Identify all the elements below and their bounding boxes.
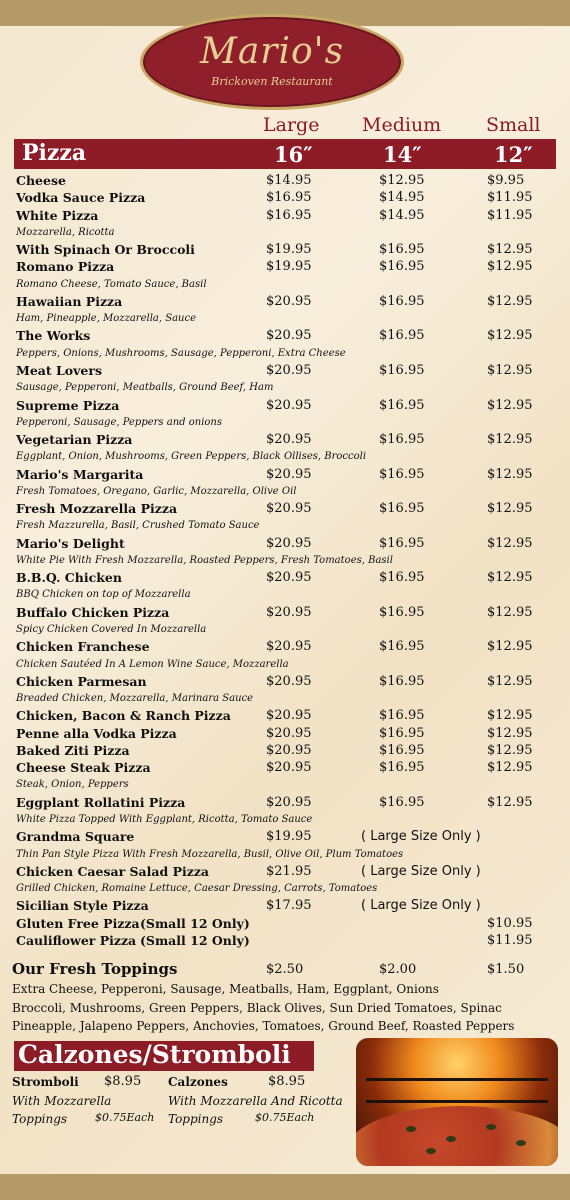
price-large: $20.95 — [266, 794, 312, 810]
price-large: $20.95 — [266, 760, 312, 776]
price-medium: $16.95 — [379, 570, 425, 586]
toppings-line: Extra Cheese, Pepperoni, Sausage, Meatballs, Ham, Eggplant, Onions — [12, 982, 439, 996]
price-medium: $16.95 — [379, 362, 425, 378]
price-small: $12.95 — [487, 708, 533, 724]
menu-item-description — [0, 553, 570, 571]
item-description: Pepperoni, Sausage, Peppers and onions — [16, 416, 222, 428]
toppings-title: Our Fresh Toppings — [12, 960, 178, 978]
menu-item — [0, 432, 570, 450]
menu-item — [0, 536, 570, 554]
item-description: White Pie With Fresh Mozzarella, Roasted Peppers, Fresh Tomatoes, Basil — [16, 554, 393, 566]
item-name: Grandma Square — [16, 829, 135, 845]
topping-dot — [426, 1148, 436, 1154]
menu-item — [0, 328, 570, 346]
menu-item-description — [0, 346, 570, 364]
price-small: $12.95 — [487, 794, 533, 810]
price-medium: $16.95 — [379, 242, 425, 258]
topping-dot — [406, 1126, 416, 1132]
price-medium: $16.95 — [379, 432, 425, 448]
item-description: Breaded Chicken, Mozzarella, Marinara Sauce — [16, 693, 254, 705]
item-name: Chicken, Bacon & Ranch Pizza — [16, 708, 231, 724]
price-large: $20.95 — [266, 397, 312, 413]
menu-item — [0, 674, 570, 692]
price-small: $11.95 — [487, 932, 533, 948]
item-name: Mario's Margarita — [16, 466, 144, 482]
menu-item-description — [0, 847, 570, 865]
topping-dot — [486, 1124, 496, 1130]
item-name: Chicken Franchese — [16, 639, 150, 655]
pizza-section-title: Pizza — [22, 140, 87, 166]
item-name: Chicken Caesar Salad Pizza — [16, 863, 210, 879]
menu-item — [0, 864, 570, 882]
menu-item — [0, 259, 570, 277]
price-small: $9.95 — [487, 173, 525, 188]
price-large: $20.95 — [266, 293, 312, 309]
price-small: $12.95 — [487, 535, 533, 551]
menu-item-description — [0, 622, 570, 640]
item-description: Mozzarella, Ricotta — [16, 226, 115, 238]
price-small: $12.95 — [487, 432, 533, 448]
item-name: Mario's Delight — [16, 535, 125, 551]
calzone-toppings-label: Toppings — [168, 1112, 224, 1126]
menu-item — [0, 242, 570, 260]
menu-item-description — [0, 311, 570, 329]
menu-item — [0, 916, 570, 934]
price-small: $12.95 — [487, 362, 533, 378]
item-name: Buffalo Chicken Pizza — [16, 604, 170, 620]
menu-item — [0, 829, 570, 847]
price-large: $20.95 — [266, 501, 312, 517]
bottom-band — [0, 1174, 570, 1200]
item-name: Penne alla Vodka Pizza — [16, 725, 177, 741]
item-name: Hawaiian Pizza — [16, 293, 123, 309]
price-large: $21.95 — [266, 863, 312, 879]
price-medium: $12.95 — [379, 173, 425, 188]
menu-item-description — [0, 484, 570, 502]
price-medium: $16.95 — [379, 639, 425, 655]
menu-item — [0, 898, 570, 916]
toppings-line: Pineapple, Jalapeno Peppers, Anchovies, Tomatoes, Ground Beef, Roasted Peppers — [12, 1019, 515, 1033]
price-small: $12.95 — [487, 328, 533, 344]
item-description: Ham, Pineapple, Mozzarella, Sauce — [16, 313, 196, 325]
toppings-price-small: $1.50 — [487, 962, 525, 977]
toppings-line: Broccoli, Mushrooms, Green Peppers, Black Olives, Sun Dried Tomatoes, Spinac — [12, 1001, 502, 1015]
item-name: The Works — [16, 328, 91, 344]
price-small: $10.95 — [487, 915, 533, 931]
price-large: $16.95 — [266, 207, 312, 223]
price-medium: $16.95 — [379, 604, 425, 620]
price-medium: $16.95 — [379, 708, 425, 724]
menu-item — [0, 294, 570, 312]
item-size-qualifier: (Small 12 Only) — [140, 932, 250, 948]
item-description: BBQ Chicken on top of Mozzarella — [16, 589, 191, 601]
menu-item-description — [0, 881, 570, 899]
menu-item — [0, 760, 570, 778]
pizza-image — [356, 1106, 558, 1166]
price-large: $20.95 — [266, 570, 312, 586]
menu-item — [0, 190, 570, 208]
price-large: $20.95 — [266, 362, 312, 378]
price-large: $20.95 — [266, 432, 312, 448]
price-large: $19.95 — [266, 242, 312, 258]
menu-item — [0, 726, 570, 744]
stromboli-name: Stromboli — [12, 1075, 79, 1089]
column-medium: Medium — [362, 114, 442, 136]
item-description: Chicken Sautéed In A Lemon Wine Sauce, Mozzarella — [16, 658, 289, 670]
stromboli-desc: With Mozzarella — [12, 1094, 112, 1108]
item-name: Cheese Steak Pizza — [16, 760, 151, 776]
price-large: $20.95 — [266, 639, 312, 655]
oven-grate — [366, 1078, 548, 1081]
price-small: $11.95 — [487, 207, 533, 223]
stromboli-price: $8.95 — [104, 1074, 142, 1089]
price-medium: $16.95 — [379, 501, 425, 517]
calzone-toppings-price: $0.75Each — [255, 1111, 315, 1124]
size-restriction-note: ( Large Size Only ) — [361, 829, 481, 845]
menu-item-description — [0, 587, 570, 605]
stromboli-toppings-price: $0.75Each — [95, 1111, 155, 1124]
item-description: Thin Pan Style Pizza With Fresh Mozzarella, Busil, Olive Oil, Plum Tomatoes — [16, 848, 404, 860]
menu-item — [0, 933, 570, 951]
item-name: Romano Pizza — [16, 259, 115, 275]
item-name: Meat Lovers — [16, 362, 102, 378]
price-small: $12.95 — [487, 604, 533, 620]
size-restriction-note: ( Large Size Only ) — [361, 898, 481, 914]
menu-item — [0, 467, 570, 485]
menu-item-description — [0, 518, 570, 536]
item-name: Baked Ziti Pizza — [16, 742, 130, 758]
item-description: Eggplant, Onion, Mushrooms, Green Peppers, Black Ollises, Broccoli — [16, 451, 367, 463]
item-description: Grilled Chicken, Romaine Lettuce, Caesar Dressing, Carrots, Tomatoes — [16, 883, 378, 895]
toppings-price-medium: $2.00 — [379, 962, 417, 977]
logo-name: Mario's — [199, 31, 345, 72]
item-description: Sausage, Pepperoni, Meatballs, Ground Beef, Ham — [16, 382, 274, 394]
menu-item — [0, 639, 570, 657]
menu-item-description — [0, 380, 570, 398]
item-description: Romano Cheese, Tomato Sauce, Basil — [16, 278, 207, 290]
menu-item-description — [0, 225, 570, 243]
menu-item — [0, 708, 570, 726]
menu-item-description — [0, 777, 570, 795]
price-large: $17.95 — [266, 898, 312, 914]
price-small: $12.95 — [487, 397, 533, 413]
price-large: $20.95 — [266, 725, 312, 741]
item-description: Fresh Tomatoes, Oregano, Garlic, Mozzarella, Olive Oil — [16, 485, 297, 497]
price-medium: $16.95 — [379, 535, 425, 551]
item-description: White Pizza Topped With Eggplant, Ricotta, Tomato Sauce — [16, 813, 313, 825]
size-small: 12″ — [494, 142, 533, 167]
column-large: Large — [263, 114, 320, 136]
calzones-header-bar — [14, 1041, 314, 1071]
price-large: $20.95 — [266, 466, 312, 482]
price-large: $16.95 — [266, 190, 312, 206]
price-small: $12.95 — [487, 466, 533, 482]
pizza-header-bar — [14, 139, 556, 169]
price-medium: $14.95 — [379, 190, 425, 206]
menu-item-description — [0, 691, 570, 709]
price-medium: $16.95 — [379, 742, 425, 758]
menu-item-description — [0, 277, 570, 295]
menu-item — [0, 743, 570, 761]
price-small: $12.95 — [487, 673, 533, 689]
item-name: Vegetarian Pizza — [16, 432, 133, 448]
item-name: Chicken Parmesan — [16, 673, 147, 689]
price-small: $12.95 — [487, 639, 533, 655]
item-size-qualifier: (Small 12 Only) — [140, 915, 250, 931]
menu-item — [0, 605, 570, 623]
price-small: $12.95 — [487, 725, 533, 741]
price-medium: $16.95 — [379, 259, 425, 275]
item-name: Supreme Pizza — [16, 397, 120, 413]
item-name: Cauliflower Pizza — [16, 932, 137, 948]
stromboli-toppings-label: Toppings — [12, 1112, 68, 1126]
menu-item-description — [0, 449, 570, 467]
item-description: Steak, Onion, Peppers — [16, 779, 129, 791]
menu-item — [0, 501, 570, 519]
menu-item — [0, 398, 570, 416]
price-small: $12.95 — [487, 242, 533, 258]
price-small: $12.95 — [487, 501, 533, 517]
price-small: $12.95 — [487, 293, 533, 309]
price-small: $12.95 — [487, 259, 533, 275]
item-description: Peppers, Onions, Mushrooms, Sausage, Pepperoni, Extra Cheese — [16, 347, 346, 359]
menu-item — [0, 363, 570, 381]
item-name: Cheese — [16, 173, 66, 188]
price-small: $12.95 — [487, 570, 533, 586]
toppings-price-large: $2.50 — [266, 962, 304, 977]
oven-grate — [366, 1100, 548, 1103]
price-medium: $16.95 — [379, 466, 425, 482]
item-name: Eggplant Rollatini Pizza — [16, 794, 186, 810]
topping-dot — [446, 1136, 456, 1142]
calzones-section-title: Calzones/Stromboli — [18, 1040, 291, 1069]
price-medium: $16.95 — [379, 328, 425, 344]
menu-item — [0, 208, 570, 226]
menu-item — [0, 173, 570, 191]
price-large: $20.95 — [266, 673, 312, 689]
price-medium: $16.95 — [379, 725, 425, 741]
price-medium: $16.95 — [379, 293, 425, 309]
item-description: Spicy Chicken Covered In Mozzarella — [16, 624, 207, 636]
brick-oven-pizza-photo — [356, 1038, 558, 1166]
price-large: $19.95 — [266, 829, 312, 845]
price-large: $19.95 — [266, 259, 312, 275]
price-large: $20.95 — [266, 708, 312, 724]
price-large: $20.95 — [266, 328, 312, 344]
logo — [140, 14, 404, 110]
size-large: 16″ — [274, 142, 313, 167]
price-small: $12.95 — [487, 760, 533, 776]
price-large: $20.95 — [266, 604, 312, 620]
price-medium: $16.95 — [379, 673, 425, 689]
item-name: With Spinach Or Broccoli — [16, 242, 195, 258]
price-large: $14.95 — [266, 173, 312, 188]
price-medium: $14.95 — [379, 207, 425, 223]
item-description: Fresh Mazzurella, Basil, Crushed Tomato Sauce — [16, 520, 260, 532]
menu-item — [0, 570, 570, 588]
price-medium: $16.95 — [379, 794, 425, 810]
calzone-desc: With Mozzarella And Ricotta — [168, 1094, 343, 1108]
menu-item-description — [0, 657, 570, 675]
logo-subtitle: Brickoven Restaurant — [211, 75, 333, 88]
menu-item — [0, 795, 570, 813]
item-name: White Pizza — [16, 207, 99, 223]
item-name: Sicilian Style Pizza — [16, 898, 149, 914]
item-name: B.B.Q. Chicken — [16, 570, 122, 586]
menu-item-description — [0, 812, 570, 830]
menu-item-description — [0, 415, 570, 433]
item-name: Gluten Free Pizza — [16, 915, 140, 931]
price-small: $12.95 — [487, 742, 533, 758]
item-name: Vodka Sauce Pizza — [16, 190, 146, 206]
item-name: Fresh Mozzarella Pizza — [16, 501, 178, 517]
price-small: $11.95 — [487, 190, 533, 206]
price-large: $20.95 — [266, 742, 312, 758]
price-medium: $16.95 — [379, 397, 425, 413]
calzone-price: $8.95 — [268, 1074, 306, 1089]
size-medium: 14″ — [383, 142, 422, 167]
topping-dot — [516, 1140, 526, 1146]
price-large: $20.95 — [266, 535, 312, 551]
column-small: Small — [486, 114, 541, 136]
calzone-name: Calzones — [168, 1075, 228, 1089]
size-restriction-note: ( Large Size Only ) — [361, 863, 481, 879]
price-medium: $16.95 — [379, 760, 425, 776]
